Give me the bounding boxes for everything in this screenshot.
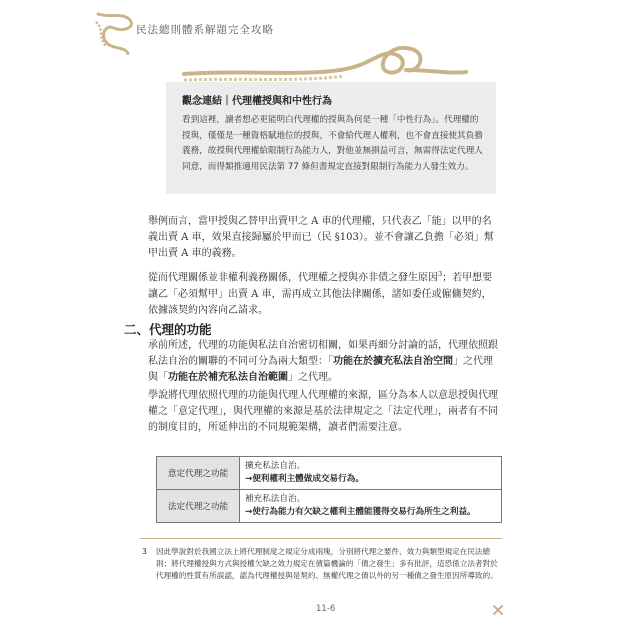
footnote-ref[interactable]: 3 [438, 270, 443, 278]
table-row-label: 法定代理之功能 [157, 490, 240, 523]
function-types-bold-2: 功能在於補充私法自治範圍 [168, 372, 288, 384]
paragraph-agency-relation-part2: ；若甲想要讓乙「必須幫甲」出賣 A 車，需再成立其他法律關係，諸如委任或僱傭契約，依據該契約內容向乙請求。 [148, 272, 493, 316]
table-row-line1: 補充私法自治。 [245, 494, 306, 504]
paragraph-agency-relation [148, 266, 500, 319]
concept-link-box [166, 82, 496, 194]
table-row-line2: →便利權利主體做成交易行為。 [245, 474, 364, 484]
cross-mark-icon [492, 604, 504, 616]
table-row-line2: →使行為能力有欠缺之權利主體能獲得交易行為所生之利益。 [245, 507, 476, 517]
rope-knot-icon [180, 40, 470, 86]
table-row [157, 457, 502, 490]
page-number: 11-6 [316, 604, 336, 614]
paragraph-example: 舉例而言，當甲授與乙替甲出賣甲之 A 車的代理權，只代表乙「能」以甲的名義出賣 A 車，效果直接歸屬於甲而已（民 §103）。並不會讓乙負擔「必須」幫甲出賣 A 車的義務。 [148, 216, 494, 260]
function-types-text-3: 」之代理。 [288, 372, 338, 384]
concept-box-title: 觀念連結｜代理權授與和中性行為 [182, 96, 332, 107]
table-row-line1: 擴充私法自治。 [245, 461, 306, 471]
footnote-text: 因此學說對於我國立法上將代理制度之規定分成兩塊，分別將代理之要件、效力與類型規定在民法總則；將代理權授與方式與授權欠缺之效力規定在債篇機論的「債之發生」多有批評，這恐係立法者對於代理權的性質有所誤認，認為代理權授與是契約、無權代理之債以外的另一種債之發生原因所導致的。 [156, 547, 498, 580]
footnote-number: 3 [142, 547, 147, 556]
paragraph-agency-relation-part1: 從而代理關係並非權利義務關係，代理權之授與亦非債之發生原因 [148, 272, 438, 284]
paragraph-function-types [148, 338, 500, 387]
concept-box-body: 看到這裡，讀者想必更能明白代理權的授與為何是一種「中性行為」。代理權的授與，僅僅是一種資格賦地位的授與，不會給代理人權利，也不會直接使其負擔義務，故授與代理權給限制行為能力人，對他並無損益可言，無需得法定代理人同意，而得類推適用民法第 77 條但書規定直接對限制行為能力人發生效力。 [182, 115, 483, 172]
table-row-label: 意定代理之功能 [157, 457, 240, 490]
paragraph-doctrine: 學說將代理依照代理的功能與代理人代理權的來源，區分為本人以意思授與代理權之「意定代理」，與代理權的來源是基於法律規定之「法定代理」，兩者有不同的制度目的，所延伸出的不同規範架構，讀者們需要注意。 [148, 390, 498, 434]
function-types-text-1: 承前所述，代理的功能與私法自治密切相關，如果再細分討論的話，代理依照跟私法自治的關聯的不同可分為兩大類型：「 [148, 340, 498, 368]
running-header: 民法總則體系解題完全攻略 [136, 24, 274, 36]
rope-decoration-icon [92, 10, 136, 58]
function-types-bold-1: 功能在於擴充私法自治空間 [333, 356, 453, 368]
table-row-content [240, 457, 502, 490]
footnote [142, 546, 502, 582]
section-heading: 二、代理的功能 [124, 322, 212, 337]
function-types-text-2: 」之代理與「 [148, 356, 493, 384]
footnote-divider [140, 538, 502, 539]
table-row [157, 490, 502, 523]
agency-function-table [156, 456, 502, 523]
table-row-content [240, 490, 502, 523]
